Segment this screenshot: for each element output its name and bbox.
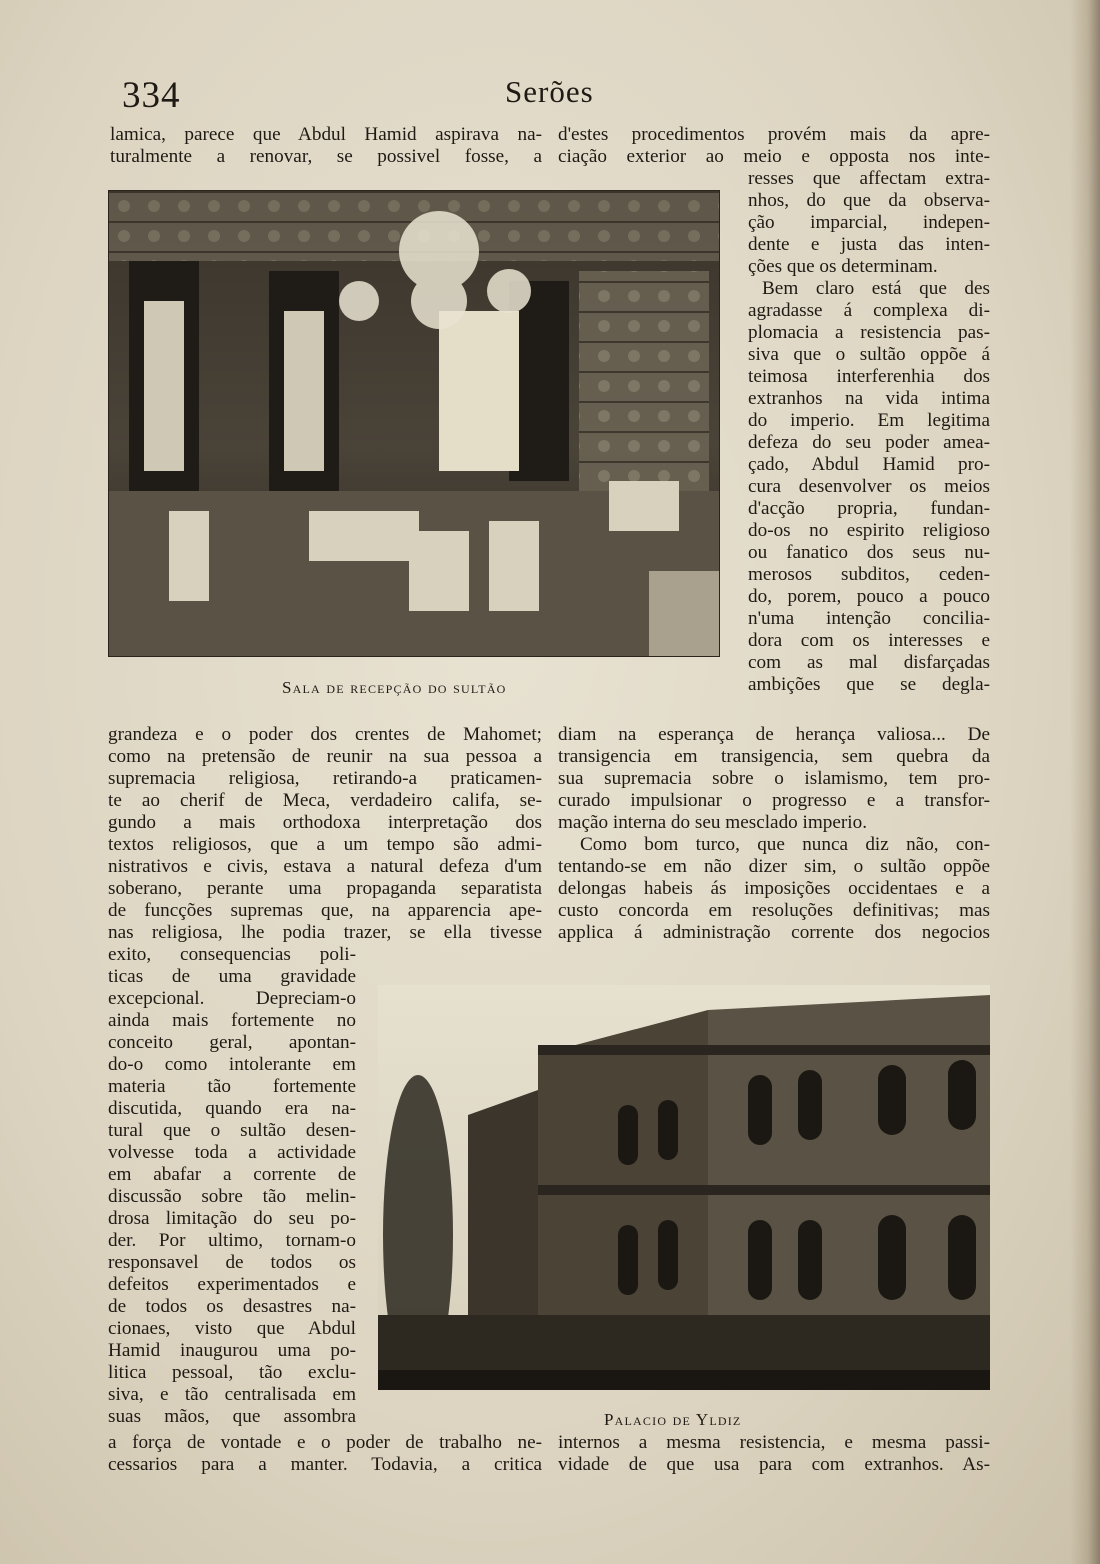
reception-room-photo xyxy=(108,190,720,657)
text-line: merosos subditos, ceden- xyxy=(748,564,990,585)
yldiz-palace-photo xyxy=(378,985,990,1390)
text-line: grandeza e o poder dos crentes de Mahomet; xyxy=(108,724,542,745)
text-line: do, porem, pouco a pouco xyxy=(748,586,990,607)
text-line: tentando-se em não dizer sim, o sultão oppõe xyxy=(558,856,990,877)
text-line: do-o como intolerante em xyxy=(108,1054,356,1075)
text-line: excepcional. Depreciam-o xyxy=(108,988,356,1009)
text-line: agradasse á complexa di- xyxy=(748,300,990,321)
text-line: Hamid inaugurou uma po- xyxy=(108,1340,356,1361)
text-line: nhos, do que da observa- xyxy=(748,190,990,211)
text-line: supremacia religiosa, retirando-a praticamen- xyxy=(108,768,542,789)
text-line: ticas de uma gravidade xyxy=(108,966,356,987)
text-line: ções que os determinam. xyxy=(748,256,938,277)
text-line: conceito geral, apontan- xyxy=(108,1032,356,1053)
text-line: ainda mais fortemente no xyxy=(108,1010,356,1031)
text-line: çado, Abdul Hamid pro- xyxy=(748,454,990,475)
text-line: gundo a mais orthodoxa interpretação dos xyxy=(108,812,542,833)
text-line: textos religiosos, que a um tempo são admi- xyxy=(108,834,542,855)
text-line: nas religiosa, lhe podia trazer, se ella tivesse xyxy=(108,922,542,943)
text-line: defeza do seu poder amea- xyxy=(748,432,990,453)
text-line: drosa limitação do seu po- xyxy=(108,1208,356,1229)
text-line: extranhos na vida intima xyxy=(748,388,990,409)
text-line: ambições que se degla- xyxy=(748,674,990,695)
text-line: tural que o sultão desen- xyxy=(108,1120,356,1141)
text-line: ciação exterior ao meio e opposta nos inte- xyxy=(558,146,990,167)
text-line: internos a mesma resistencia, e mesma passi- xyxy=(558,1432,990,1453)
text-line: teimosa interferenhia dos xyxy=(748,366,990,387)
text-line: nistrativos e civis, estava a natural defeza d'um xyxy=(108,856,542,877)
text-line: mação interna do seu mesclado imperio. xyxy=(558,812,868,833)
text-line: ou fanatico dos seus nu- xyxy=(748,542,990,563)
text-line: resses que affectam extra- xyxy=(748,168,990,189)
page-edge-shadow xyxy=(1070,0,1100,1564)
figure-caption-reception: Sala de recepção do sultão xyxy=(282,678,507,697)
text-line: do imperio. Em legitima xyxy=(748,410,990,431)
text-line: soberano, perante uma propaganda separatista xyxy=(108,878,542,899)
text-line: como na pretensão de reunir na sua pessoa a xyxy=(108,746,542,767)
text-line: materia tão fortemente xyxy=(108,1076,356,1097)
text-line: defeitos experimentados e xyxy=(108,1274,356,1295)
text-line: d'estes procedimentos provém mais da apre- xyxy=(558,124,990,145)
text-line: d'acção propria, fundan- xyxy=(748,498,990,519)
text-line: der. Por ultimo, tornam-o xyxy=(108,1230,356,1251)
text-line: volvesse toda a actividade xyxy=(108,1142,356,1163)
text-line: sua supremacia sobre o islamismo, tem pro- xyxy=(558,768,990,789)
text-line: te ao cherif de Meca, verdadeiro califa, se- xyxy=(108,790,542,811)
text-line: Como bom turco, que nunca diz não, con- xyxy=(580,834,990,855)
text-line: diam na esperança de herança valiosa... De xyxy=(558,724,990,745)
text-line: a força de vontade e o poder de trabalho ne- xyxy=(108,1432,542,1453)
text-line: dente e justa das inten- xyxy=(748,234,990,255)
text-line: lamica, parece que Abdul Hamid aspirava na- xyxy=(110,124,542,145)
text-line: siva, e tão centralisada em xyxy=(108,1384,356,1405)
text-line: discussão sobre tão melin- xyxy=(108,1186,356,1207)
text-line: custo concorda em resoluções definitivas; mas xyxy=(558,900,990,921)
figure-caption-palace: Palacio de Yldiz xyxy=(604,1410,742,1429)
text-line: siva que o sultão oppõe á xyxy=(748,344,990,365)
text-line: com as mal disfarçadas xyxy=(748,652,990,673)
text-line: discutida, quando era na- xyxy=(108,1098,356,1119)
text-line: suas mãos, que assombra xyxy=(108,1406,356,1427)
text-line: de todos os desastres na- xyxy=(108,1296,356,1317)
text-line: cura desenvolver os meios xyxy=(748,476,990,497)
text-line: ção imparcial, indepen- xyxy=(748,212,990,233)
text-line: plomacia a resistencia pas- xyxy=(748,322,990,343)
page-number: 334 xyxy=(122,75,181,116)
text-line: exito, consequencias poli- xyxy=(108,944,356,965)
text-line: Bem claro está que des xyxy=(762,278,990,299)
text-line: curado impulsionar o progresso e a transfor- xyxy=(558,790,990,811)
text-line: delongas habeis ás imposições occidentaes e a xyxy=(558,878,990,899)
text-line: applica á administração corrente dos negocios xyxy=(558,922,990,943)
text-line: de funcções supremas que, na apparencia ape- xyxy=(108,900,542,921)
text-line: dora com os interesses e xyxy=(748,630,990,651)
text-line: em abafar a corrente de xyxy=(108,1164,356,1185)
text-line: cessarios para a manter. Todavia, a critica xyxy=(108,1454,542,1475)
text-line: turalmente a renovar, se possivel fosse, a xyxy=(110,146,542,167)
text-line: litica pessoal, tão exclu- xyxy=(108,1362,356,1383)
running-head: Serões xyxy=(505,74,594,109)
text-line: transigencia em transigencia, sem quebra da xyxy=(558,746,990,767)
text-line: cionaes, visto que Abdul xyxy=(108,1318,356,1339)
page-header xyxy=(110,70,990,120)
text-line: responsavel de todos os xyxy=(108,1252,356,1273)
text-line: do-os no espirito religioso xyxy=(748,520,990,541)
text-line: vidade de que usa para com extranhos. As- xyxy=(558,1454,990,1475)
text-line: n'uma intenção concilia- xyxy=(748,608,990,629)
